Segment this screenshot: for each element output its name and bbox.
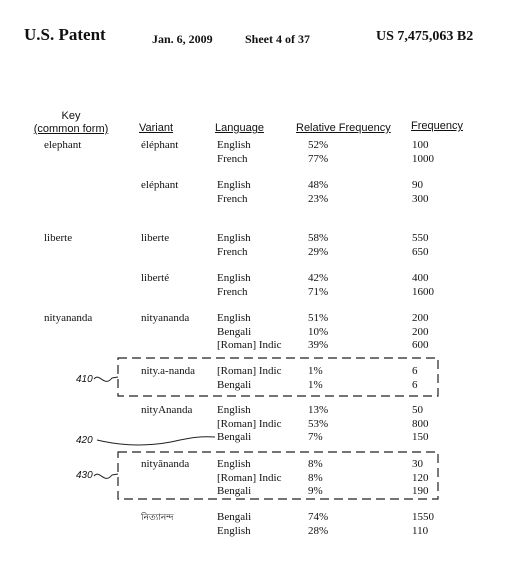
frequency-cell: 100 1000 [412,139,434,165]
patent-date: Jan. 6, 2009 [152,32,213,46]
patent-number: US 7,475,063 B2 [376,29,474,44]
language-cell: English French [217,272,251,298]
key-cell: elephant [44,139,82,151]
frequency-cell: 6 6 [412,365,418,391]
relative-frequency-cell: 52% 77% [308,139,329,165]
variant-cell: nity.a-nanda [141,365,195,377]
patent-label: U.S. Patent [24,25,106,44]
key-header-line2: (common form) [33,123,109,135]
key-header-line1: Key [61,110,81,122]
reference-420: 420 [76,435,93,446]
dashed-box-430 [118,452,438,499]
variant-cell: liberté [141,272,170,284]
language-cell: English [Roman] Indic Bengali [217,404,282,443]
key-cell: nityananda [44,312,93,324]
variant-cell: nityAnanda [141,404,193,416]
language-cell: English Bengali [Roman] Indic [217,312,282,351]
column-header-relative-frequency: Relative Frequency [296,122,391,134]
relative-frequency-cell: 1% 1% [308,365,323,391]
frequency-cell: 200 200 600 [412,312,429,351]
variant-cell: nityānanda [141,458,190,470]
column-header-language: Language [215,122,264,134]
leader-line-410 [94,377,118,381]
language-cell: English French [217,139,251,165]
sheet-number: Sheet 4 of 37 [245,32,310,46]
variant-cell: éléphant [141,139,179,151]
frequency-cell: 30 120 190 [412,458,429,497]
relative-frequency-cell: 58% 29% [308,232,329,258]
reference-430: 430 [76,470,93,481]
frequency-cell: 400 1600 [412,272,434,298]
frequency-cell: 1550 110 [412,511,434,537]
relative-frequency-cell: 42% 71% [308,272,329,298]
reference-410: 410 [76,374,93,385]
variant-cell: liberte [141,232,170,244]
column-header-frequency: Frequency [411,120,463,132]
language-cell: English French [217,232,251,258]
frequency-cell: 90 300 [412,179,429,205]
language-cell: Bengali English [217,511,252,537]
dashed-box-410 [118,358,438,396]
variant-cell: নিত্যানন্দ [141,512,174,522]
relative-frequency-cell: 48% 23% [308,179,329,205]
variant-cell: nityananda [141,312,190,324]
relative-frequency-cell: 74% 28% [308,511,329,537]
language-cell: English French [217,179,251,205]
frequency-cell: 50 800 150 [412,404,429,443]
variant-cell: eléphant [141,179,179,191]
column-header-variant: Variant [139,122,174,134]
relative-frequency-cell: 13% 53% 7% [308,404,329,443]
leader-line-420 [97,437,215,445]
relative-frequency-cell: 51% 10% 39% [308,312,329,351]
language-cell: English [Roman] Indic Bengali [217,458,282,497]
leader-line-430 [94,474,118,478]
frequency-cell: 550 650 [412,232,429,258]
language-cell: [Roman] Indic Bengali [217,365,282,391]
relative-frequency-cell: 8% 8% 9% [308,458,323,497]
key-cell: liberte [44,232,73,244]
